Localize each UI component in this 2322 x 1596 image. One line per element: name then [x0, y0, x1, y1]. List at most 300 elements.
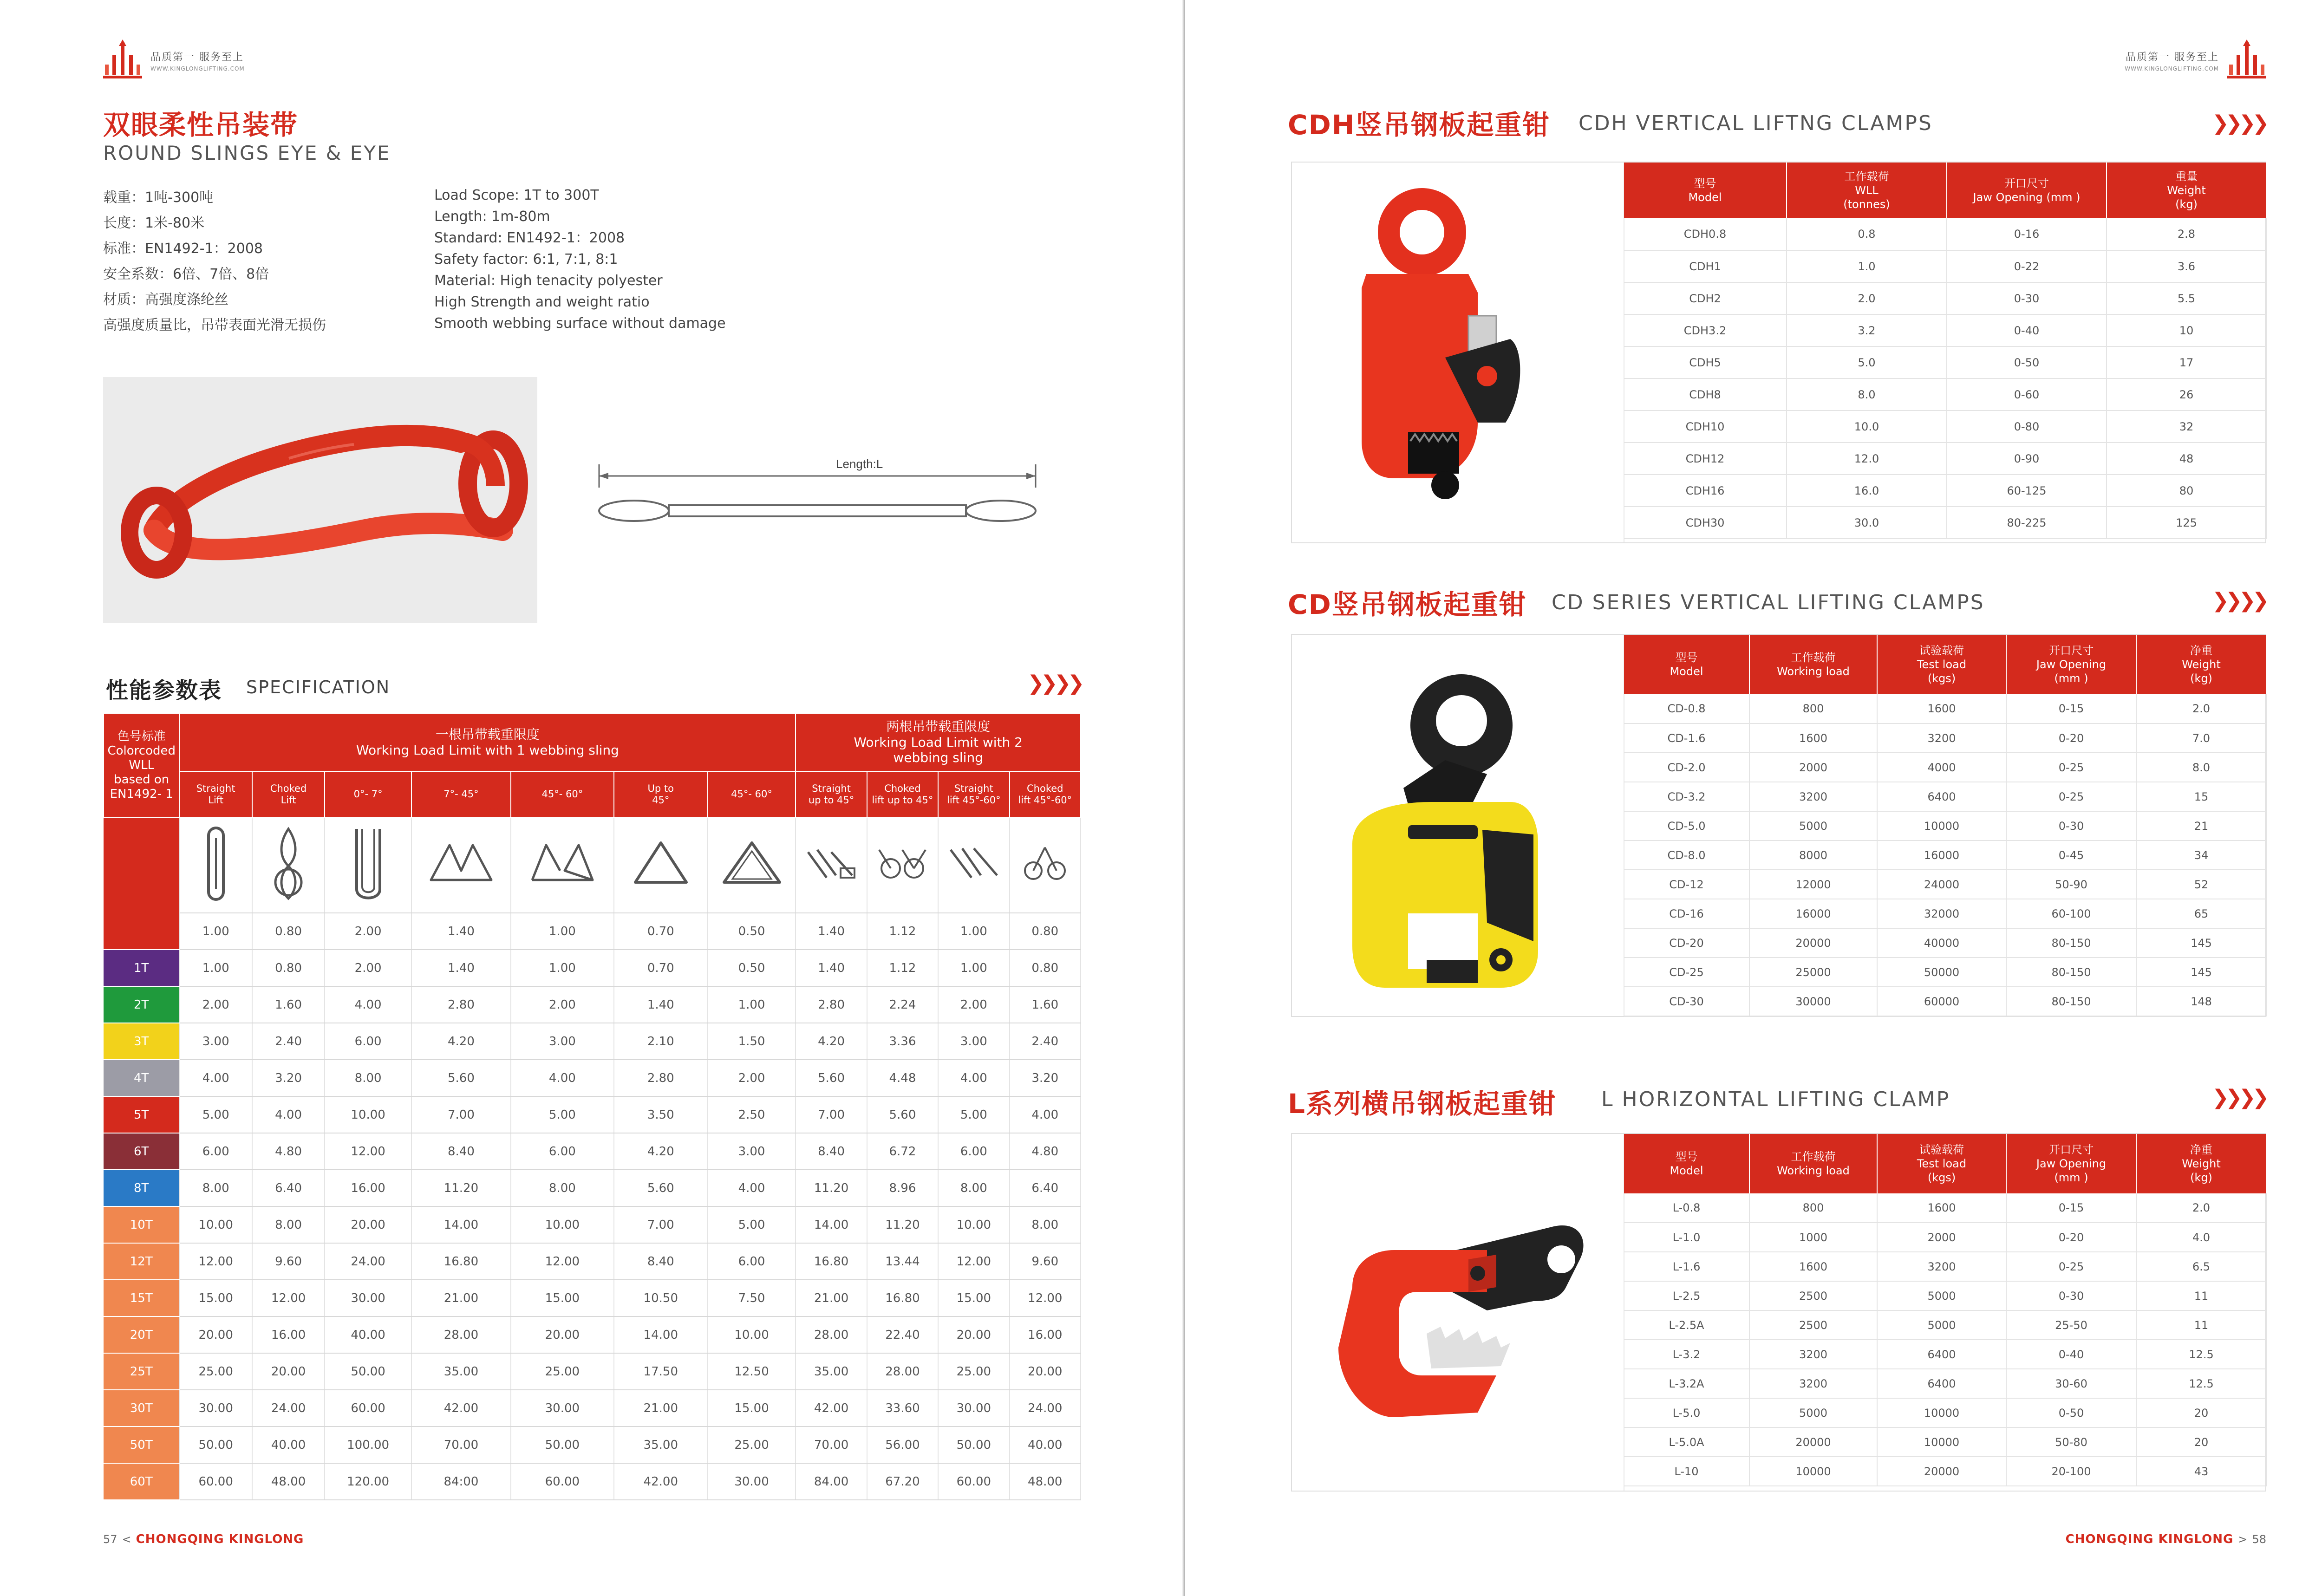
table-cell: 15.00 [511, 1280, 614, 1316]
header-line: 7°- 45° [444, 788, 479, 800]
spec-line: 长度：1米-80米 [103, 215, 205, 231]
footer-arrow: < [122, 1533, 131, 1546]
table-cell: 10000 [1749, 1457, 1877, 1486]
spec-section-title: 性能参数表 [106, 677, 222, 704]
header-line: Jaw Opening (mm ) [1973, 191, 2081, 204]
sling-photo [103, 377, 537, 623]
header-line: (kg) [2175, 198, 2198, 211]
table-cell: 7.00 [411, 1096, 511, 1133]
color-code-cell: 10T [104, 1206, 179, 1243]
table-cell: 20 [2136, 1398, 2266, 1427]
table-cell: 1.40 [614, 986, 708, 1023]
header-line: Colorcoded [107, 743, 176, 758]
table-row [1624, 282, 2266, 314]
table-row [1624, 928, 2266, 958]
table-cell: CDH8 [1624, 378, 1787, 410]
logo-slogan: 品质第一 服务至上 [2126, 51, 2219, 63]
table-cell: 16.80 [411, 1243, 511, 1280]
table-row [1624, 410, 2266, 443]
table-cell: 1.00 [179, 950, 252, 986]
table-row [104, 1170, 1081, 1206]
table-cell: 7.50 [708, 1280, 796, 1316]
table-cell: 0-30 [1947, 282, 2107, 314]
color-code-cell: 60T [104, 1463, 179, 1500]
round-sling-image [103, 377, 537, 623]
header-logo [103, 37, 245, 84]
table-cell: 3200 [1749, 1340, 1877, 1369]
table-cell: L-2.5 [1624, 1281, 1749, 1310]
table-cell: CDH1 [1624, 250, 1787, 282]
table-cell: CDH2 [1624, 282, 1787, 314]
header-line: WLL [129, 758, 155, 772]
table-cell: 48.00 [252, 1463, 325, 1500]
table-cell: 3.00 [511, 1023, 614, 1060]
header-line: Model [1670, 1164, 1703, 1177]
header-line: Working load [1777, 665, 1850, 678]
table-cell: 40.00 [1010, 1427, 1081, 1463]
table-cell: 10.00 [511, 1206, 614, 1243]
double-sling-group-header [796, 713, 1081, 771]
table-cell: L-3.2A [1624, 1369, 1749, 1398]
table-row [104, 1353, 1081, 1390]
header-line: 45° [652, 795, 670, 806]
header-line: Choked [1027, 782, 1063, 794]
table-cell: 3.2 [1787, 314, 1947, 346]
table-cell: 2.00 [511, 986, 614, 1023]
color-code-cell: 8T [104, 1170, 179, 1206]
table-cell: 20.00 [325, 1206, 411, 1243]
color-code-cell: 30T [104, 1390, 179, 1427]
length-label: Length:L [836, 457, 883, 471]
header-line: 0°- 7° [353, 788, 383, 800]
straight-lift-icon [179, 818, 252, 913]
table-cell: 0-30 [2006, 1281, 2136, 1310]
table-cell: 50-80 [2006, 1427, 2136, 1457]
table-cell: 8.00 [252, 1206, 325, 1243]
column-header [2006, 635, 2136, 694]
table-cell: 5.60 [867, 1096, 938, 1133]
table-cell: 26 [2107, 378, 2266, 410]
header-line: Straight [954, 782, 993, 794]
spec-line: 标准：EN1492-1：2008 [103, 241, 263, 257]
header-line: 一根吊带载重限度 [435, 726, 540, 742]
table-cell: CD-12 [1624, 870, 1749, 899]
table-cell: 8.00 [511, 1170, 614, 1206]
table-row [1624, 899, 2266, 928]
header-line: Weight [2182, 658, 2221, 671]
cd-spec-table [1624, 635, 2267, 1016]
table-cell: 5000 [1749, 811, 1877, 840]
table-cell: 800 [1749, 1193, 1877, 1223]
table-cell: 5.60 [614, 1170, 708, 1206]
table-cell: 1.00 [938, 913, 1009, 950]
header-line: lift 45°-60° [947, 795, 1001, 806]
column-header [1749, 1134, 1877, 1193]
table-cell: CDH16 [1624, 475, 1787, 507]
table-cell: 0.70 [614, 913, 708, 950]
table-cell: 2500 [1749, 1310, 1877, 1340]
table-cell: 30.00 [938, 1390, 1009, 1427]
table-cell: 2.0 [2136, 1193, 2266, 1223]
table-cell: 25000 [1749, 958, 1877, 987]
table-cell: 80-150 [2006, 958, 2136, 987]
table-cell: 60.00 [511, 1463, 614, 1500]
table-cell: 21.00 [411, 1280, 511, 1316]
table-cell: 30.00 [179, 1390, 252, 1427]
column-header [1877, 635, 2006, 694]
table-cell: 52 [2136, 870, 2266, 899]
header-line: Up to [647, 782, 674, 794]
table-cell: 17 [2107, 346, 2266, 378]
table-cell: 60.00 [325, 1390, 411, 1427]
table-row [104, 1390, 1081, 1427]
color-code-cell: 6T [104, 1133, 179, 1170]
table-cell: 120.00 [325, 1463, 411, 1500]
header-line: 型号 [1694, 177, 1716, 190]
table-cell: 11.20 [867, 1206, 938, 1243]
table-cell: CDH0.8 [1624, 218, 1787, 250]
table-cell: 50-90 [2006, 870, 2136, 899]
table-cell: 15 [2136, 782, 2266, 811]
table-row [1624, 782, 2266, 811]
table-cell: CDH30 [1624, 507, 1787, 539]
table-row [1624, 378, 2266, 410]
header-line: Jaw Opening [2036, 658, 2107, 671]
right-page [1185, 0, 2322, 1596]
table-row [1624, 443, 2266, 475]
table-row [104, 1243, 1081, 1280]
column-header [2006, 1134, 2136, 1193]
table-cell: 48.00 [1010, 1463, 1081, 1500]
table-cell: 28.00 [411, 1316, 511, 1353]
two-straight-60-icon [938, 818, 1009, 913]
sub-header-cell [511, 771, 614, 818]
l-product-block [1291, 1133, 2266, 1492]
spec-line: 载重：1吨-300吨 [103, 189, 214, 206]
table-row [104, 1133, 1081, 1170]
table-cell: 8.40 [796, 1133, 867, 1170]
column-header [2136, 635, 2266, 694]
table-cell: 0.80 [252, 950, 325, 986]
table-cell: 2.00 [325, 950, 411, 986]
table-cell: 4.48 [867, 1060, 938, 1096]
table-cell: 14.00 [411, 1206, 511, 1243]
table-cell: 24.00 [252, 1390, 325, 1427]
table-cell: 20.00 [179, 1316, 252, 1353]
table-cell: 1.00 [938, 950, 1009, 986]
color-code-cell: 2T [104, 986, 179, 1023]
table-cell: 20 [2136, 1427, 2266, 1457]
table-cell: 40.00 [325, 1316, 411, 1353]
triangle-45-icon [614, 818, 708, 913]
corner-filler [104, 818, 179, 913]
cd-subtitle: CD SERIES VERTICAL LIFTING CLAMPS [1552, 591, 1985, 614]
table-cell: 3.00 [938, 1023, 1009, 1060]
table-cell: 145 [2136, 958, 2266, 987]
spec-table-body [104, 913, 1081, 1500]
table-cell: 5.5 [2107, 282, 2266, 314]
table-cell: 6.40 [1010, 1170, 1081, 1206]
table-cell: 8.00 [1010, 1206, 1081, 1243]
choked-lift-icon [252, 818, 325, 913]
cd-clamp-image [1292, 635, 1624, 1016]
table-cell: 43 [2136, 1457, 2266, 1486]
table-row [104, 1316, 1081, 1353]
table-cell: 12.00 [1010, 1280, 1081, 1316]
table-cell: 5.00 [938, 1096, 1009, 1133]
table-cell: 67.20 [867, 1463, 938, 1500]
table-cell: 2.24 [867, 986, 938, 1023]
header-line: (mm ) [2054, 1171, 2088, 1184]
table-cell: 125 [2107, 507, 2266, 539]
column-header [1624, 635, 1749, 694]
table-cell: 60-125 [1947, 475, 2107, 507]
spec-line: 高强度质量比，吊带表面光滑无损伤 [103, 317, 326, 333]
header-line: 开口尺寸 [2049, 644, 2094, 657]
table-row [104, 1060, 1081, 1096]
logo-url: WWW.KINGLONGLIFTING.COM [2125, 65, 2219, 72]
table-cell: CDH5 [1624, 346, 1787, 378]
table-cell: 12.00 [325, 1133, 411, 1170]
table-cell: 0-20 [2006, 723, 2136, 753]
table-cell: 2.80 [796, 986, 867, 1023]
header-line: Model [1670, 665, 1703, 678]
header-line: 45°- 60° [731, 788, 772, 800]
table-cell: L-3.2 [1624, 1340, 1749, 1369]
table-cell: 0-30 [2006, 811, 2136, 840]
table-row [1624, 346, 2266, 378]
color-code-cell [104, 913, 179, 950]
color-code-cell: 12T [104, 1243, 179, 1280]
table-cell: 1.60 [1010, 986, 1081, 1023]
table-cell: 35.00 [411, 1353, 511, 1390]
footer-left [103, 1532, 304, 1546]
column-header [2136, 1134, 2266, 1193]
table-cell: 1.40 [796, 913, 867, 950]
header-line: 两根吊带载重限度 [886, 719, 991, 735]
table-cell: CD-2.0 [1624, 753, 1749, 782]
table-cell: 70.00 [411, 1427, 511, 1463]
header-line: 重量 [2175, 170, 2198, 183]
table-cell: 22.40 [867, 1316, 938, 1353]
table-cell: 3.6 [2107, 250, 2266, 282]
table-cell: 5000 [1749, 1398, 1877, 1427]
table-cell: CD-25 [1624, 958, 1749, 987]
spec-line: Standard: EN1492-1：2008 [434, 230, 625, 246]
table-row [1624, 314, 2266, 346]
table-cell: 1600 [1877, 1193, 2006, 1223]
header-line: lift up to 45° [872, 795, 933, 806]
table-cell: 25.00 [708, 1427, 796, 1463]
cd-clamp-photo [1292, 635, 1624, 1016]
table-cell: 15.00 [179, 1280, 252, 1316]
table-cell: 60-100 [2006, 899, 2136, 928]
table-cell: L-5.0 [1624, 1398, 1749, 1427]
column-header [1749, 635, 1877, 694]
table-cell: 13.44 [867, 1243, 938, 1280]
table-cell: 2.80 [411, 986, 511, 1023]
table-cell: 80-150 [2006, 987, 2136, 1016]
table-cell: 0-40 [1947, 314, 2107, 346]
table-cell: 10.00 [325, 1096, 411, 1133]
table-row [104, 1206, 1081, 1243]
table-cell: 10.00 [708, 1316, 796, 1353]
header-line: webbing sling [893, 750, 983, 766]
table-row [104, 1427, 1081, 1463]
table-cell: 30.00 [511, 1390, 614, 1427]
table-cell: 0-40 [2006, 1340, 2136, 1369]
table-cell: 20000 [1749, 1427, 1877, 1457]
table-row [1624, 1369, 2266, 1398]
sub-header-cell [867, 771, 938, 818]
table-cell: 4000 [1877, 753, 2006, 782]
table-cell: 6.00 [511, 1133, 614, 1170]
tower-logo-icon [2227, 39, 2266, 81]
table-cell: 84.00 [796, 1463, 867, 1500]
chevrons-icon: ❯❯❯❯ [2212, 1086, 2266, 1109]
table-cell: 9.60 [252, 1243, 325, 1280]
header-line: (tonnes) [1843, 198, 1890, 211]
table-cell: 1.00 [708, 986, 796, 1023]
table-cell: CDH12 [1624, 443, 1787, 475]
table-cell: 10.0 [1787, 410, 1947, 443]
table-cell: 2.50 [708, 1096, 796, 1133]
spec-line: Load Scope: 1T to 300T [434, 187, 599, 203]
table-cell: 3200 [1877, 1252, 2006, 1281]
table-cell: 25-50 [2006, 1310, 2136, 1340]
table-cell: 25.00 [179, 1353, 252, 1390]
table-cell: 4.00 [708, 1170, 796, 1206]
factor-row [104, 913, 1081, 950]
table-cell: 40.00 [252, 1427, 325, 1463]
header-line: 净重 [2190, 644, 2212, 657]
header-line: Working Load Limit with 2 [854, 734, 1023, 750]
table-cell: 33.60 [867, 1390, 938, 1427]
header-line: 工作载荷 [1791, 651, 1836, 664]
table-cell: 0-22 [1947, 250, 2107, 282]
table-cell: CD-20 [1624, 928, 1749, 958]
header-line: Working load [1777, 1164, 1850, 1177]
table-cell: 5.00 [708, 1206, 796, 1243]
chevrons-icon: ❯❯❯❯ [2212, 589, 2266, 612]
table-cell: 32000 [1877, 899, 2006, 928]
sub-header-cell [179, 771, 252, 818]
l-subtitle: L HORIZONTAL LIFTING CLAMP [1601, 1088, 1950, 1111]
table-cell: 14.00 [614, 1316, 708, 1353]
table-cell: 80-150 [2006, 928, 2136, 958]
table-cell: 21.00 [614, 1390, 708, 1427]
basket-45-icon [411, 818, 511, 913]
table-cell: 1.40 [796, 950, 867, 986]
header-line: (mm ) [2054, 672, 2088, 685]
table-cell: 0-45 [2006, 840, 2136, 870]
table-cell: 10.50 [614, 1280, 708, 1316]
column-header [1624, 1134, 1749, 1193]
table-cell: 5.00 [511, 1096, 614, 1133]
triangle-60-icon [708, 818, 796, 913]
table-cell: 4.00 [179, 1060, 252, 1096]
table-cell: 8000 [1749, 840, 1877, 870]
table-cell: 30000 [1749, 987, 1877, 1016]
table-row [1624, 987, 2266, 1016]
cdh-spec-table [1624, 163, 2267, 539]
table-cell: 30.00 [325, 1280, 411, 1316]
table-cell: 0.80 [252, 913, 325, 950]
table-cell: CD-1.6 [1624, 723, 1749, 753]
table-cell: 10000 [1877, 1398, 2006, 1427]
table-cell: 3.50 [614, 1096, 708, 1133]
table-cell: 1.50 [708, 1023, 796, 1060]
table-cell: 4.00 [938, 1060, 1009, 1096]
table-cell: 5.60 [796, 1060, 867, 1096]
column-header [1947, 163, 2107, 218]
header-line: 试验载荷 [1919, 644, 1964, 657]
header-line: based on [114, 773, 170, 787]
two-choked-60-icon [1010, 818, 1081, 913]
cdh-title: CDH竖吊钢板起重钳 [1288, 109, 1551, 141]
color-code-header [104, 713, 179, 818]
table-cell: 20000 [1749, 928, 1877, 958]
table-cell: L-5.0A [1624, 1427, 1749, 1457]
table-cell: 17.50 [614, 1353, 708, 1390]
table-row [1624, 840, 2266, 870]
table-cell: 4.80 [252, 1133, 325, 1170]
table-cell: 50.00 [938, 1427, 1009, 1463]
table-cell: 4.80 [1010, 1133, 1081, 1170]
header-line: EN1492- 1 [110, 787, 173, 801]
table-cell: 12.50 [708, 1353, 796, 1390]
footer-arrow: > [2238, 1533, 2248, 1546]
table-row [104, 950, 1081, 986]
table-cell: 50.00 [179, 1427, 252, 1463]
table-cell: 2500 [1749, 1281, 1877, 1310]
sub-header-cell [708, 771, 796, 818]
header-line: 45°- 60° [541, 788, 583, 800]
table-cell: 3200 [1749, 782, 1877, 811]
page-subtitle: ROUND SLINGS EYE & EYE [103, 142, 391, 164]
table-cell: 14.00 [796, 1206, 867, 1243]
table-cell: 15.00 [708, 1390, 796, 1427]
table-cell: 60000 [1877, 987, 2006, 1016]
table-cell: 8.00 [325, 1060, 411, 1096]
table-cell: 4.00 [325, 986, 411, 1023]
table-cell: 16.00 [325, 1170, 411, 1206]
table-cell: 10.00 [938, 1206, 1009, 1243]
table-cell: 21 [2136, 811, 2266, 840]
table-cell: 16.00 [252, 1316, 325, 1353]
table-cell: 56.00 [867, 1427, 938, 1463]
header-line: (kgs) [1927, 672, 1956, 685]
sub-header-cell [411, 771, 511, 818]
table-cell: 7.0 [2136, 723, 2266, 753]
table-cell: 20.00 [1010, 1353, 1081, 1390]
table-cell: CDH3.2 [1624, 314, 1787, 346]
color-code-cell: 25T [104, 1353, 179, 1390]
table-row [104, 1023, 1081, 1060]
table-cell: L-10 [1624, 1457, 1749, 1486]
table-cell: 16000 [1749, 899, 1877, 928]
table-cell: CD-5.0 [1624, 811, 1749, 840]
cdh-subtitle: CDH VERTICAL LIFTNG CLAMPS [1578, 111, 1933, 135]
color-code-cell: 3T [104, 1023, 179, 1060]
table-cell: 12.0 [1787, 443, 1947, 475]
page-number: 58 [2252, 1533, 2266, 1546]
table-cell: 2.40 [1010, 1023, 1081, 1060]
table-cell: 24000 [1877, 870, 2006, 899]
table-row [1624, 218, 2266, 250]
table-cell: 20-100 [2006, 1457, 2136, 1486]
table-cell: 1.0 [1787, 250, 1947, 282]
